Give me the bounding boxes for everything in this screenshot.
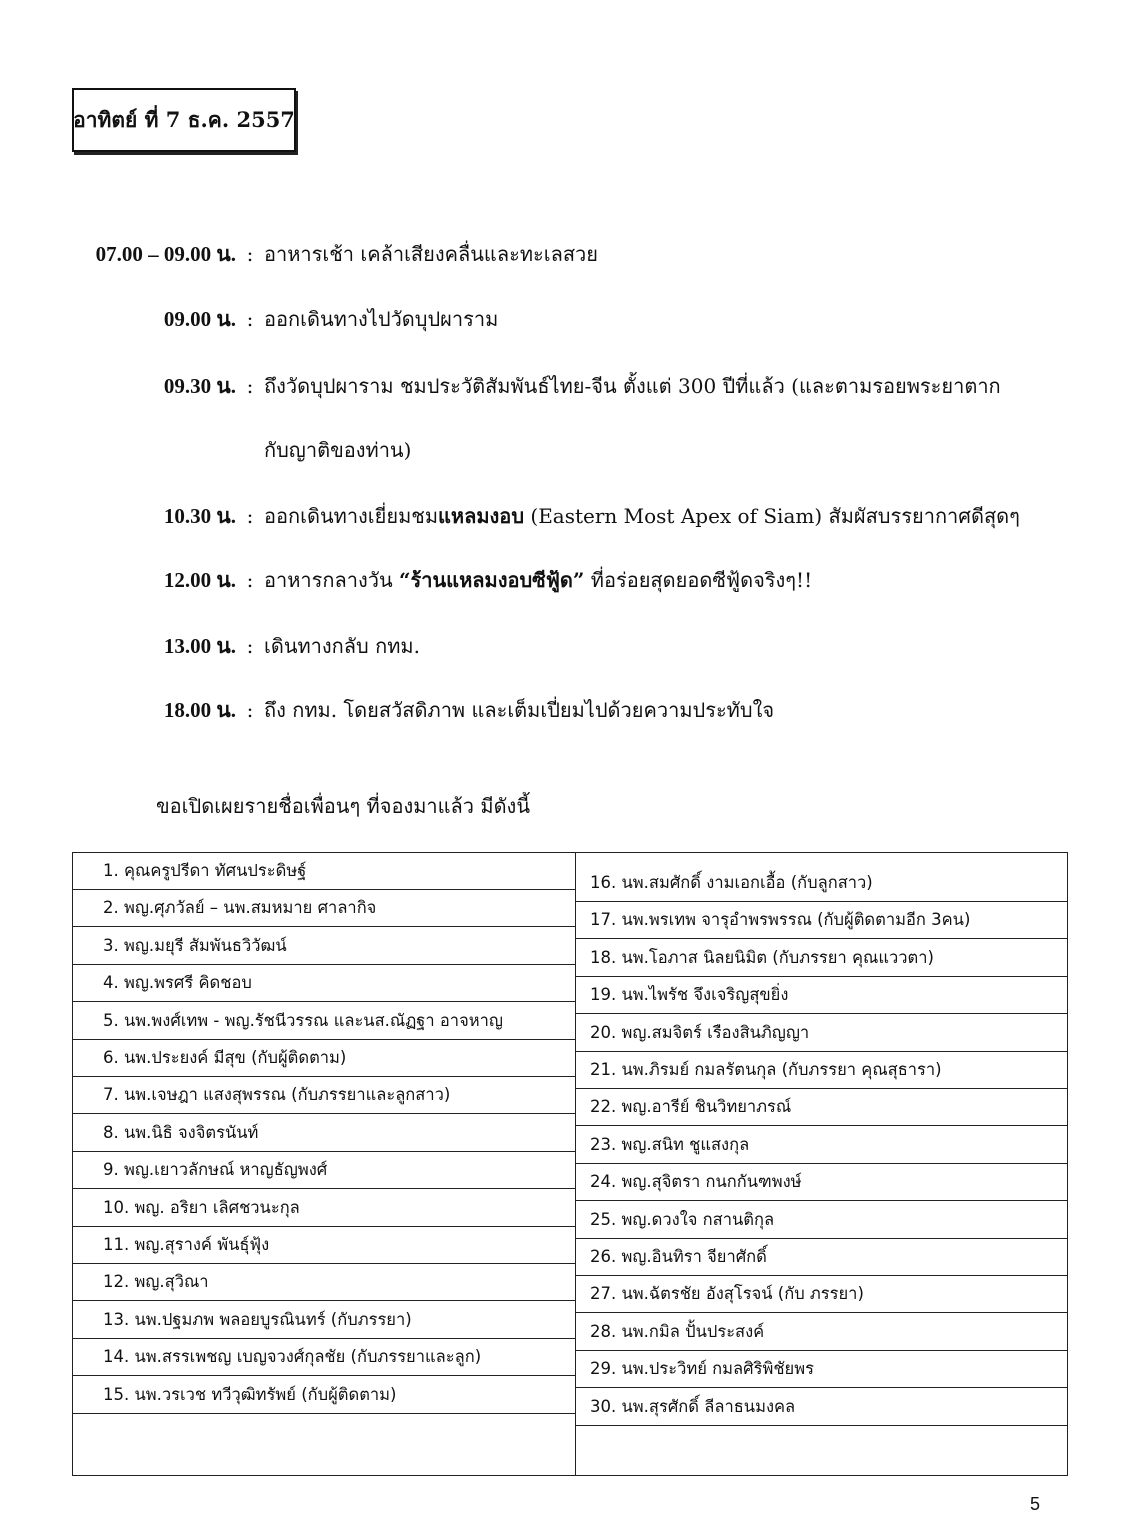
attendee-row: 19. นพ.ไพรัช จึงเจริญสุขยิ่ง [576,977,1067,1014]
schedule-text [264,564,812,596]
attendee-row: 16. นพ.สมศักดิ์ งามเอกเอื้อ (กับลูกสาว) [576,865,1067,902]
schedule-time: 09.30 น. [163,374,236,398]
attendee-row: 21. นพ.ภิรมย์ กมลรัตนกุล (กับภรรยา คุณสุธารา) [576,1052,1067,1089]
attendee-row: 8. นพ.นิธิ จงจิตรนันท์ [73,1115,575,1152]
attendee-row: 28. นพ.กมิล ปั้นประสงค์ [576,1314,1067,1351]
attendee-row: 6. นพ.ประยงค์ มีสุข (กับผู้ติดตาม) [73,1040,575,1077]
schedule-item [0,630,420,664]
schedule-text: ถึง กทม. โดยสวัสดิภาพ และเต็มเปี่ยมไปด้วยความประทับใจ [264,698,775,722]
attendee-row: 9. พญ.เยาวลักษณ์ หาญธัญพงศ์ [73,1152,575,1189]
schedule-item [0,303,498,337]
schedule-text-part: ที่อร่อยสุดยอดซีฟู้ดจริงๆ!! [584,568,813,592]
attendee-row: 3. พญ.มยุรี สัมพันธวิวัฒน์ [73,928,575,965]
schedule-text-bold: “ร้านแหลมงอบซีฟู้ด” [399,568,585,592]
attendee-row: 22. พญ.อารีย์ ชินวิทยาภรณ์ [576,1089,1067,1126]
attendee-row: 18. นพ.โอภาส นิลยนิมิต (กับภรรยา คุณแววตา) [576,940,1067,977]
attendee-row: 10. พญ. อริยา เลิศชวนะกุล [73,1190,575,1227]
attendee-row: 15. นพ.วรเวช ทวีวุฒิทรัพย์ (กับผู้ติดตาม) [73,1377,575,1414]
schedule-text: ออกเดินทางไปวัดบุปผาราม [264,307,499,331]
schedule-text-part: อาหารกลางวัน [264,568,400,592]
attendee-row: 27. นพ.ฉัตรชัย อังสุโรจน์ (กับ ภรรยา) [576,1276,1067,1313]
attendee-row: 14. นพ.สรรเพชญ เบญจวงศ์กุลชัย (กับภรรยาและลูก) [73,1339,575,1376]
attendee-list-intro: ขอเปิดเผยรายชื่อเพื่อนๆ ที่จองมาแล้ว มีดังนี้ [156,794,530,818]
attendee-row: 30. นพ.สุรศักดิ์ ลีลาธนมงคล [576,1389,1067,1426]
schedule-text-bold: แหลมงอบ [438,504,525,528]
attendee-row: 1. คุณครูปรีดา ทัศนประดิษฐ์ [73,853,575,890]
schedule-time: 07.00 – 09.00 น. [95,242,236,266]
attendee-row: 4. พญ.พรศรี คิดชอบ [73,965,575,1002]
schedule-separator: : [246,374,254,398]
schedule-item [0,564,812,598]
attendee-row: 26. พญ.อินทิรา จียาศักดิ์ [576,1239,1067,1276]
attendee-table [72,852,1068,1476]
attendee-column-right [575,853,1067,1475]
attendee-row: 7. นพ.เจษฎา แสงสุพรรณ (กับภรรยาและลูกสาว) [73,1077,575,1114]
attendee-row: 17. นพ.พรเทพ จารุอำพรพรรณ (กับผู้ติดตามอีก 3คน) [576,902,1067,939]
attendee-row: 2. พญ.ศุภวัลย์ – นพ.สมหมาย ศาลากิจ [73,890,575,927]
schedule-item [0,694,774,728]
schedule-separator: : [246,634,254,658]
date-heading-box [72,88,296,152]
schedule-time: 12.00 น. [163,568,236,592]
schedule-text-part: ออกเดินทางเยี่ยมชม [264,504,439,528]
attendee-row: 20. พญ.สมจิตร์ เรืองสินภิญญา [576,1015,1067,1052]
schedule-separator: : [246,698,254,722]
schedule-text: อาหารเช้า เคล้าเสียงคลื่นและทะเลสวย [264,242,598,266]
schedule-item [0,500,1020,534]
attendee-row: 25. พญ.ดวงใจ กสานติกุล [576,1202,1067,1239]
schedule-separator: : [246,307,254,331]
schedule-text: เดินทางกลับ กทม. [264,634,420,658]
attendee-row: 13. นพ.ปฐมภพ พลอยบูรณินทร์ (กับภรรยา) [73,1302,575,1339]
schedule-time: 09.00 น. [163,307,236,331]
attendee-row: 23. พญ.สนิท ชูแสงกุล [576,1127,1067,1164]
date-heading: อาทิตย์ ที่ 7 ธ.ค. 2557 [73,106,295,132]
schedule-item [0,238,598,272]
schedule-text-continuation: กับญาติของท่าน) [264,438,412,462]
schedule-text: ถึงวัดบุปผาราม ชมประวัติสัมพันธ์ไทย-จีน ตั้งแต่ 300 ปีที่แล้ว (และตามรอยพระยาตาก [264,374,1001,398]
attendee-row: 24. พญ.สุจิตรา กนกกันฑพงษ์ [576,1164,1067,1201]
schedule-text-part: (Eastern Most Apex of Siam) สัมผัสบรรยากาศดีสุดๆ [524,504,1020,528]
schedule-time: 18.00 น. [163,698,236,722]
schedule-separator: : [246,568,254,592]
schedule-item [0,370,1001,404]
schedule-time: 13.00 น. [163,634,236,658]
page-number: 5 [1030,1494,1041,1514]
attendee-row: 29. นพ.ประวิทย์ กมลศิริพิชัยพร [576,1351,1067,1388]
attendee-row: 12. พญ.สุวิณา [73,1264,575,1301]
schedule-separator: : [246,504,254,528]
schedule-time: 10.30 น. [163,504,236,528]
attendee-row: 5. นพ.พงศ์เทพ - พญ.รัชนีวรรณ และนส.ณัฏฐา อาจหาญ [73,1003,575,1040]
schedule-text [264,500,1020,532]
schedule-separator: : [246,242,254,266]
attendee-row: 11. พญ.สุรางค์ พันธุ์ฟุ้ง [73,1227,575,1264]
